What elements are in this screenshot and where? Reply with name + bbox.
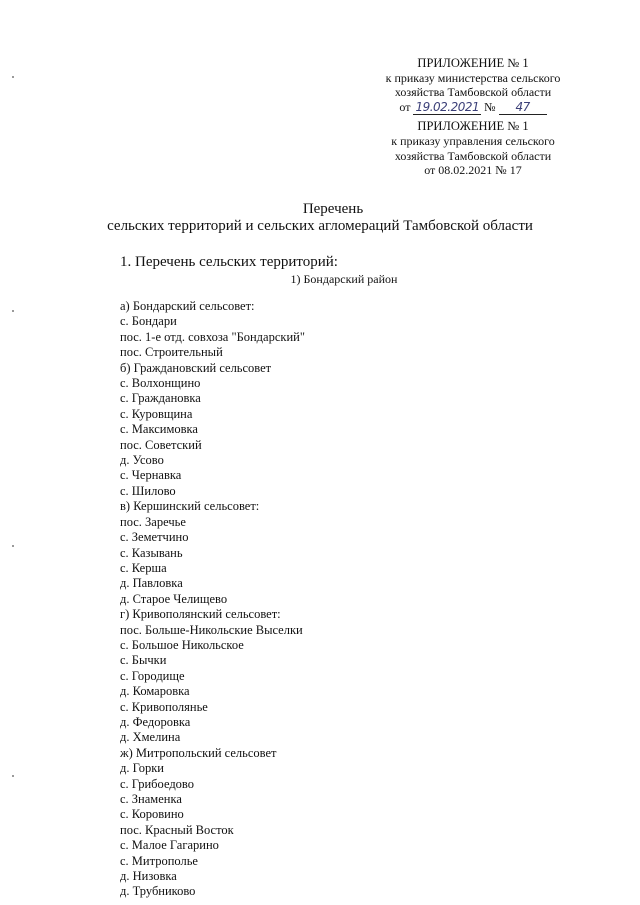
list-item: пос. Красный Восток [120,822,234,837]
section-heading: 1. Перечень сельских территорий: [120,254,338,270]
list-item: пос. Больше-Никольские Выселки [120,622,303,637]
handwritten-date-field [413,100,481,116]
scan-margin-mark [12,76,14,78]
handwritten-number-field [499,100,547,116]
list-item: с. Знаменка [120,792,182,806]
order-reference-line: хозяйства Тамбовской области [394,148,552,163]
list-item: д. Низовка [120,869,177,884]
list-item: с. Чернавка [120,468,182,483]
appendix-title: ПРИЛОЖЕНИЕ № 1 [417,119,529,134]
order-reference-line: хозяйства Тамбовской области [394,85,552,100]
appendix-header [358,56,588,178]
list-item: с. Граждановка [120,391,201,406]
list-item: с. Керша [120,560,167,575]
date-prefix: от [399,99,411,114]
list-item: д. Хмелина [120,730,181,745]
appendix-title: ПРИЛОЖЕНИЕ № 1 [417,56,529,70]
list-item: д. Старое Челищево [120,591,228,606]
list-item: пос. Советский [120,437,202,452]
list-item: д. Усово [120,453,164,468]
scan-margin-mark [12,310,14,312]
list-item: с. Коровино [120,807,184,822]
list-item: с. Митрополье [120,853,198,868]
scan-margin-mark [12,545,14,547]
list-item: с. Бычки [120,653,167,668]
order-date-line: от 08.02.2021 № 17 [424,163,522,178]
list-item: г) Кривополянский сельсовет: [120,607,281,622]
list-item: с. Куровщина [120,406,193,421]
list-item: пос. 1-е отд. совхоза "Бондарский" [120,329,305,344]
order-reference-line: к приказу министерства сельского [385,70,561,85]
territory-list [120,299,305,900]
order-date-line [399,100,546,116]
list-item: д. Федоровка [120,714,191,729]
list-item: с. Городище [120,668,185,683]
list-item: с. Казывань [120,545,183,560]
list-item: д. Горки [120,761,165,776]
list-item: а) Бондарский сельсовет: [120,299,255,313]
handwritten-number: 47 [515,99,530,114]
title-line: сельских территорий и сельских агломераций Тамбовской области [107,218,533,234]
list-item: с. Шилово [120,483,176,498]
document-title [0,201,640,235]
list-item: пос. Строительный [120,345,223,360]
list-item: д. Павловка [120,576,183,591]
list-item: пос. Заречье [120,514,186,529]
list-item: с. Большое Никольское [120,637,244,652]
handwritten-date: 19.02.2021 [415,99,480,114]
list-item: с. Волхонщино [120,376,201,391]
district-heading: 1) Бондарский район [290,272,398,286]
list-item: д. Трубниково [120,884,196,899]
scan-margin-mark [12,775,14,777]
list-item: д. Комаровка [120,684,190,699]
order-reference-line: к приказу управления сельского [391,133,555,148]
list-item: ж) Митропольский сельсовет [120,745,277,760]
list-item: в) Кершинский сельсовет: [120,499,260,514]
list-item: с. Максимовка [120,422,198,437]
list-item: с. Кривополянье [120,699,208,714]
list-item: с. Грибоедово [120,776,194,791]
list-item: с. Малое Гагарино [120,838,219,853]
list-item: б) Граждановский сельсовет [120,360,272,375]
title-line: Перечень [302,201,364,217]
number-prefix: № [484,99,496,114]
list-item: с. Бондари [120,314,177,329]
list-item: с. Земетчино [120,530,189,545]
